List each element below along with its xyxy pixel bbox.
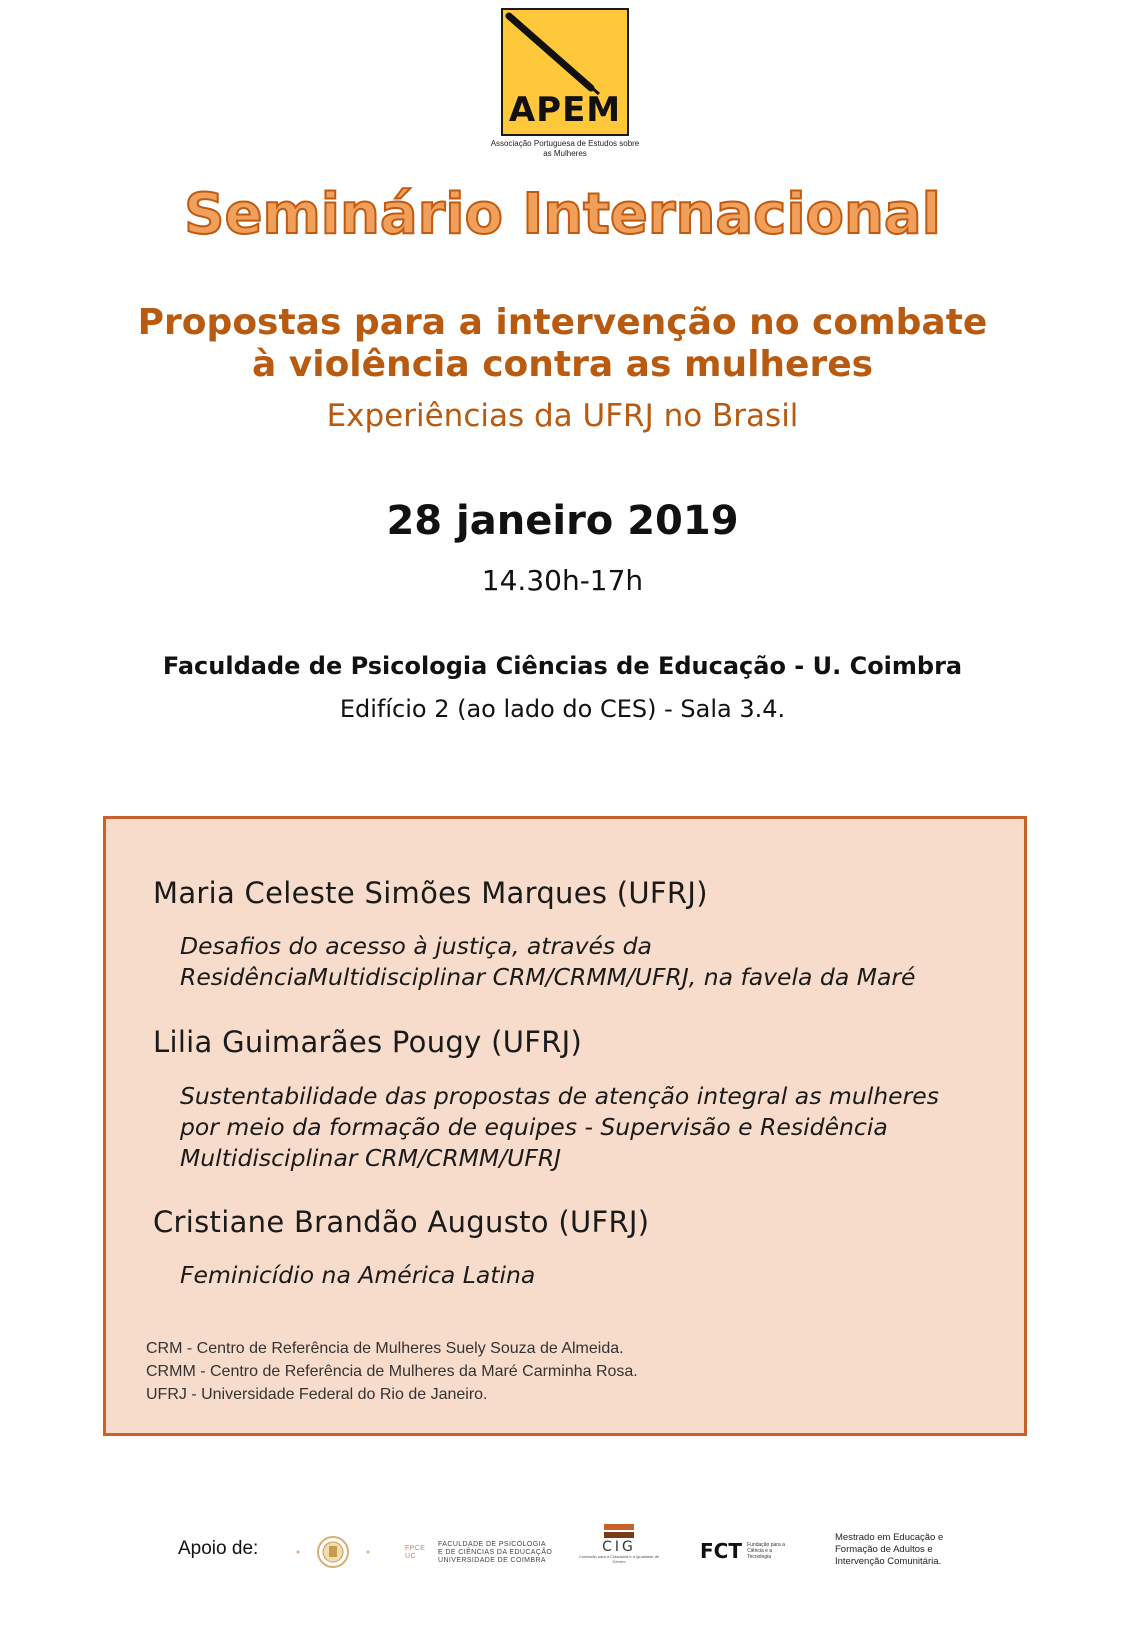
topic-title-line: Propostas para a intervenção no combate: [137, 302, 988, 343]
talk-line: por meio da formação de equipes - Supervisão e Residência: [180, 1113, 888, 1141]
speaker-name: Maria Celeste Simões Marques (UFRJ): [153, 876, 708, 910]
speaker-name: Lilia Guimarães Pougy (UFRJ): [153, 1025, 583, 1059]
topic-title: [0, 302, 1125, 386]
topic-title-line: à violência contra as mulheres: [251, 344, 874, 385]
university-seal-icon: [288, 1532, 378, 1572]
fpce-prefix: FPCE UC: [405, 1545, 426, 1560]
fpce-line: FACULDADE DE PSICOLOGIA: [438, 1541, 547, 1548]
footnote: UFRJ - Universidade Federal do Rio de Janeiro.: [146, 1386, 488, 1403]
mestrado-line: Intervenção Comunitária.: [835, 1556, 942, 1567]
cig-wordmark: CIG: [602, 1539, 636, 1555]
cig-logo: [574, 1524, 664, 1564]
topic-subtitle: Experiências da UFRJ no Brasil: [326, 398, 799, 434]
event-time: 14.30h-17h: [481, 564, 644, 597]
acronym-footnotes: [146, 1337, 638, 1406]
seminar-title: Seminário Internacional: [184, 182, 941, 247]
mestrado-line: Formação de Adultos e: [835, 1544, 933, 1555]
cig-bar-icon: [604, 1524, 634, 1530]
fct-wordmark: FCT: [700, 1539, 742, 1563]
fpce-name: [438, 1541, 552, 1565]
talk-line: Feminicídio na América Latina: [180, 1261, 536, 1289]
mestrado-credit: [835, 1532, 975, 1568]
fpce-line: UNIVERSIDADE DE COIMBRA: [438, 1557, 546, 1564]
talk-line: ResidênciaMultidisciplinar CRM/CRMM/UFRJ, na favela da Maré: [180, 963, 916, 991]
coimbra-seal-logo: [288, 1532, 378, 1576]
fpce-line: E DE CIÊNCIAS DA EDUCAÇÃO: [438, 1549, 553, 1556]
speaker-name: Cristiane Brandão Augusto (UFRJ): [153, 1205, 650, 1239]
cig-fullname: Comissão para a Cidadania e a Igualdade de Género: [578, 1554, 660, 1564]
logo-wordmark: APEM: [508, 90, 622, 130]
footnote: CRMM - Centro de Referência de Mulheres da Maré Carminha Rosa.: [146, 1363, 638, 1380]
venue-name: Faculdade de Psicologia Ciências de Educação - U. Coimbra: [162, 652, 963, 680]
fct-logo: [700, 1540, 787, 1562]
talk-line: Sustentabilidade das propostas de atenção integral as mulheres: [180, 1082, 939, 1110]
mestrado-line: Mestrado em Educação e: [835, 1532, 944, 1543]
apem-logo: [501, 8, 629, 136]
sponsor-label: Apoio de:: [178, 1538, 259, 1559]
talk-line: Multidisciplinar CRM/CRMM/UFRJ: [180, 1144, 562, 1172]
speaker-talk: [180, 931, 1000, 993]
venue-room: Edifício 2 (ao lado do CES) - Sala 3.4.: [339, 695, 786, 723]
talk-line: Desafios do acesso à justiça, através da: [180, 932, 652, 960]
footnote: CRM - Centro de Referência de Mulheres Suely Souza de Almeida.: [146, 1340, 624, 1357]
speakers-panel: [103, 816, 1027, 1436]
fct-fullname: Fundação para a Ciência e a Tecnologia: [747, 1542, 785, 1560]
speaker-talk: [180, 1260, 1000, 1291]
cig-bar-icon: [604, 1532, 634, 1538]
speaker-talk: [180, 1081, 1000, 1174]
logo-subtitle: Associação Portuguesa de Estudos sobre as Mulheres: [490, 139, 640, 158]
event-date: 28 janeiro 2019: [386, 498, 739, 544]
